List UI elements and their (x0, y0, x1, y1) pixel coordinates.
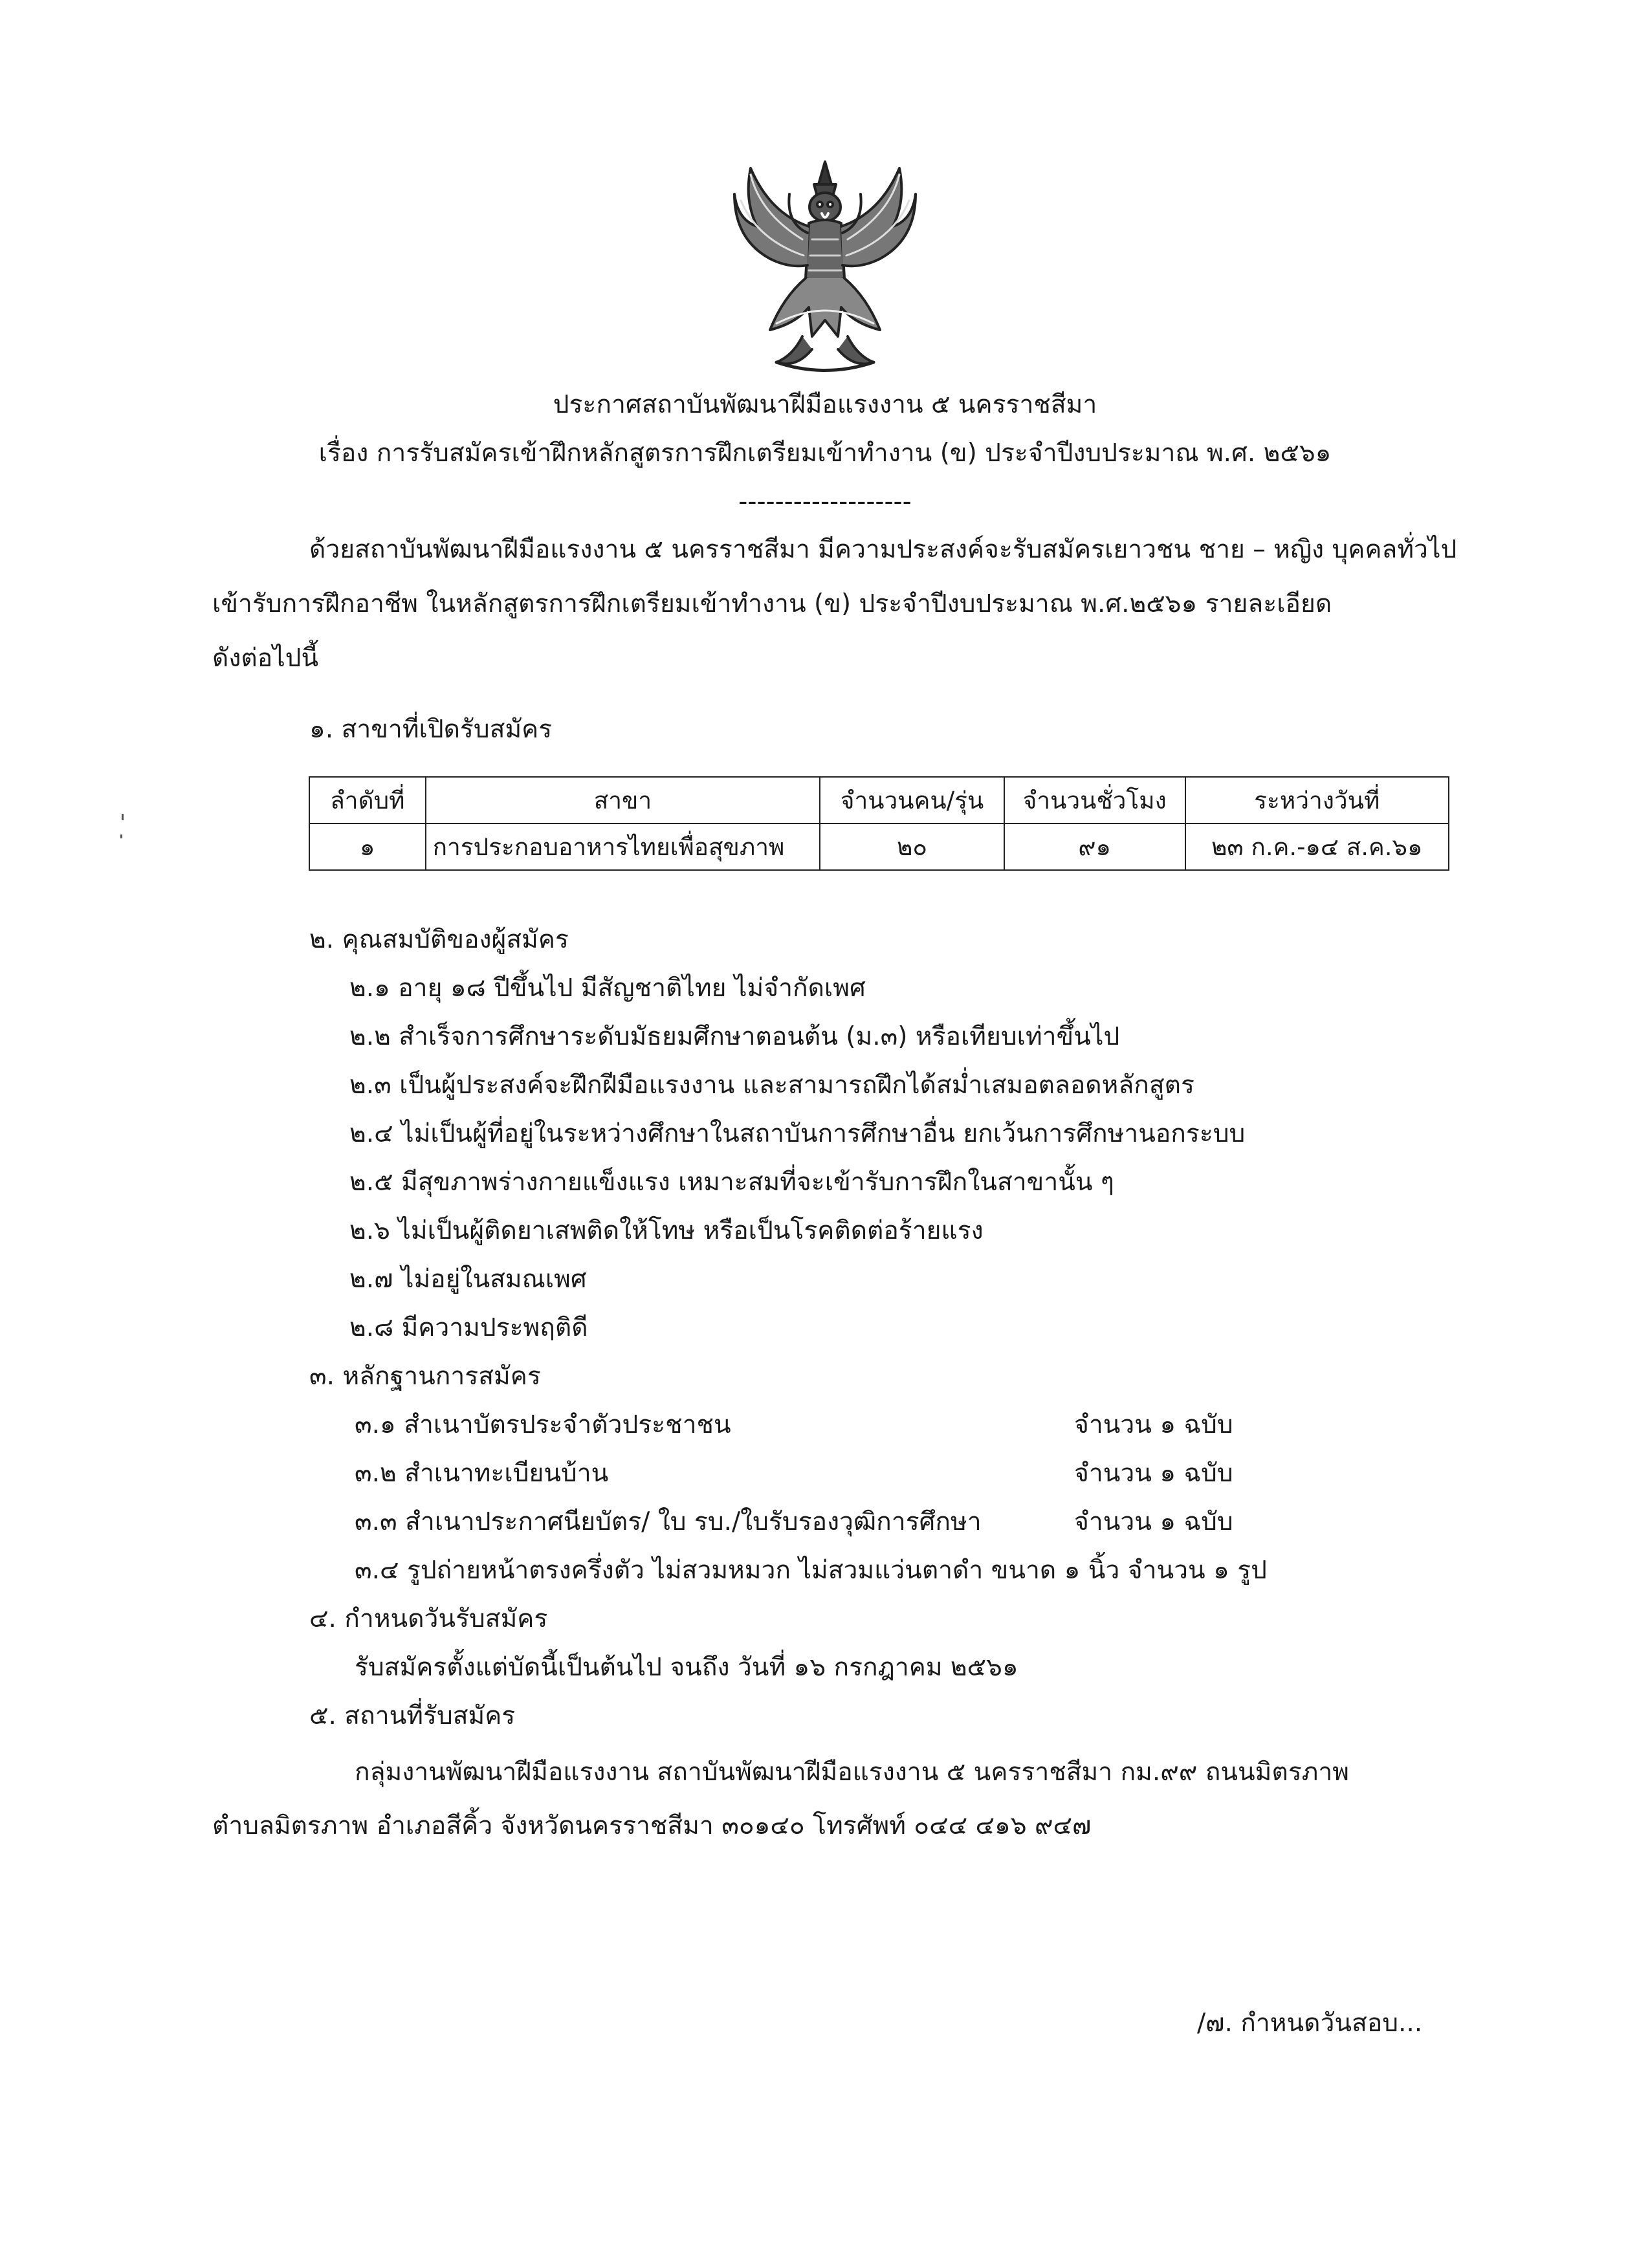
table-header-row (309, 777, 1449, 823)
table-row (309, 823, 1449, 870)
garuda-emblem-icon (731, 149, 919, 382)
qualification-item: ๒.๑ อายุ ๑๘ ปีขึ้นไป มีสัญชาติไทย ไม่จำกัดเพศ (349, 974, 866, 1003)
col-header-capacity: จำนวนคน/รุ่น (820, 777, 1004, 823)
document-item-qty: จำนวน ๑ ฉบับ (1074, 1507, 1233, 1536)
cell-capacity: ๒๐ (820, 823, 1004, 870)
document-item: ๓.๒ สำเนาทะเบียนบ้าน (355, 1459, 609, 1488)
continuation-note: /๗. กำหนดวันสอบ... (1197, 2009, 1423, 2038)
qualification-item: ๒.๕ มีสุขภาพร่างกายแข็งแรง เหมาะสมที่จะเข้ารับการฝึกในสาขานั้น ๆ (349, 1168, 1114, 1197)
col-header-dates: ระหว่างวันที่ (1185, 777, 1449, 823)
scan-speck (120, 834, 122, 838)
intro-line-3: ดังต่อไปนี้ (212, 644, 319, 673)
qualification-item: ๒.๗ ไม่อยู่ในสมณเพศ (349, 1265, 587, 1294)
document-item-qty: จำนวน ๑ ฉบับ (1074, 1459, 1233, 1488)
document-item-photo: ๓.๔ รูปถ่ายหน้าตรงครึ่งตัว ไม่สวมหมวก ไม่สวมแว่นตาดำ ขนาด ๑ นิ้ว จำนวน ๑ รูป (355, 1556, 1267, 1585)
qualification-item: ๒.๒ สำเร็จการศึกษาระดับมัธยมศึกษาตอนต้น (ม.๓) หรือเทียบเท่าขึ้นไป (349, 1022, 1120, 1051)
col-header-branch: สาขา (426, 777, 820, 823)
announcement-title: ประกาศสถาบันพัฒนาฝีมือแรงงาน ๕ นครราชสีมา (553, 390, 1097, 419)
qualification-item: ๒.๓ เป็นผู้ประสงค์จะฝึกฝีมือแรงงาน และสามารถฝึกได้สม่ำเสมอตลอดหลักสูตร (349, 1071, 1194, 1100)
cell-branch: การประกอบอาหารไทยเพื่อสุขภาพ (426, 823, 820, 870)
qualification-item: ๒.๘ มีความประพฤติดี (349, 1313, 588, 1342)
col-header-hours: จำนวนชั่วโมง (1004, 777, 1185, 823)
section1-heading: ๑. สาขาที่เปิดรับสมัคร (309, 715, 553, 744)
document-item-qty: จำนวน ๑ ฉบับ (1074, 1410, 1233, 1439)
announcement-subject: เรื่อง การรับสมัครเข้าฝึกหลักสูตรการฝึกเตรียมเข้าทำงาน (ข) ประจำปีงบประมาณ พ.ศ. ๒๕๖๑ (318, 439, 1332, 468)
section4-heading: ๔. กำหนดวันรับสมัคร (309, 1604, 548, 1633)
application-location-line-1: กลุ่มงานพัฒนาฝีมือแรงงาน สถาบันพัฒนาฝีมือแรงงาน ๕ นครราชสีมา กม.๙๙ ถนนมิตรภาพ (355, 1758, 1349, 1787)
cell-order: ๑ (309, 823, 426, 870)
cell-hours: ๙๑ (1004, 823, 1185, 870)
section3-heading: ๓. หลักฐานการสมัคร (309, 1362, 541, 1391)
document-item: ๓.๓ สำเนาประกาศนียบัตร/ ใบ รบ./ใบรับรองวุฒิการศึกษา (355, 1507, 982, 1536)
section2-heading: ๒. คุณสมบัติของผู้สมัคร (309, 925, 569, 954)
application-period: รับสมัครตั้งแต่บัดนี้เป็นต้นไป จนถึง วันที่ ๑๖ กรกฎาคม ๒๕๖๑ (355, 1653, 1018, 1682)
title-separator: ------------------- (738, 487, 912, 516)
intro-line-1: ด้วยสถาบันพัฒนาฝีมือแรงงาน ๕ นครราชสีมา มีความประสงค์จะรับสมัครเยาวชน ชาย – หญิง บุคคลทั่วไป (309, 535, 1457, 564)
qualification-item: ๒.๖ ไม่เป็นผู้ติดยาเสพติดให้โทษ หรือเป็นโรคติดต่อร้ายแรง (349, 1216, 984, 1245)
col-header-order: ลำดับที่ (309, 777, 426, 823)
application-location-line-2: ตำบลมิตรภาพ อำเภอสีคิ้ว จังหวัดนครราชสีมา ๓๐๑๔๐ โทรศัพท์ ๐๔๔ ๔๑๖ ๙๔๗ (212, 1811, 1092, 1840)
qualification-item: ๒.๔ ไม่เป็นผู้ที่อยู่ในระหว่างศึกษาในสถาบันการศึกษาอื่น ยกเว้นการศึกษานอกระบบ (349, 1119, 1246, 1148)
scan-speck (122, 814, 124, 820)
section5-heading: ๕. สถานที่รับสมัคร (309, 1701, 516, 1730)
branches-table (309, 776, 1449, 871)
cell-dates: ๒๓ ก.ค.-๑๔ ส.ค.๖๑ (1185, 823, 1449, 870)
intro-line-2: เข้ารับการฝึกอาชีพ ในหลักสูตรการฝึกเตรียมเข้าทำงาน (ข) ประจำปีงบประมาณ พ.ศ.๒๕๖๑ รายละเอียด (212, 589, 1332, 618)
document-item: ๓.๑ สำเนาบัตรประจำตัวประชาชน (355, 1410, 731, 1439)
